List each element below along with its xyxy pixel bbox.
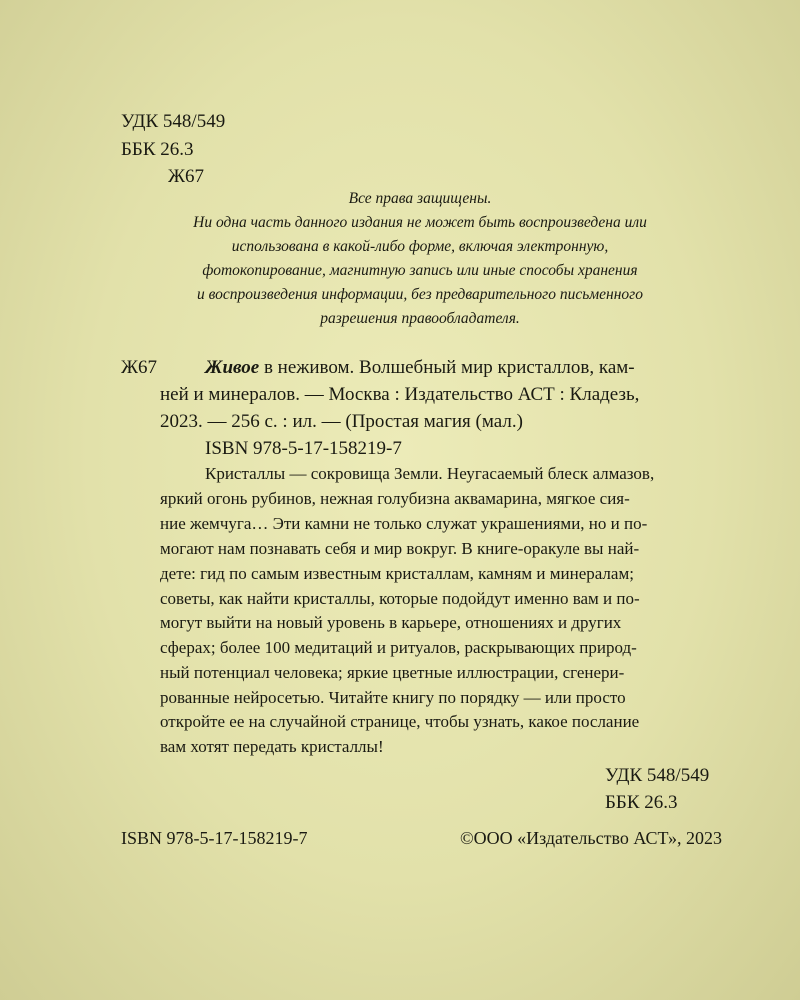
annotation-line: рованные нейросетью. Читайте книгу по порядку — или просто: [160, 688, 626, 707]
catalog-line-1: [205, 354, 635, 381]
rights-line: разрешения правообладателя.: [320, 310, 520, 327]
annotation-line: советы, как найти кристаллы, которые подойдут именно вам и по-: [160, 589, 640, 608]
annotation-line: откройте ее на случайной странице, чтобы узнать, какое послание: [160, 712, 640, 731]
footer-isbn: ISBN 978-5-17-158219-7: [121, 828, 308, 848]
annotation-line: сферах; более 100 медитаций и ритуалов, раскрывающих природ-: [160, 638, 637, 657]
annotation-line: могают нам познавать себя и мир вокруг. В книге-оракуле вы най-: [160, 539, 640, 558]
bbk-code: ББК 26.3: [121, 139, 194, 160]
rights-line: фотокопирование, магнитную запись или иные способы хранения: [202, 262, 638, 279]
bottom-bbk-code: ББК 26.3: [605, 792, 678, 813]
catalog-line-2: ней и минералов. — Москва : Издательство АСТ : Кладезь,: [160, 384, 640, 405]
catalog-mark: Ж67: [121, 357, 158, 378]
udk-code: УДК 548/549: [121, 111, 226, 132]
annotation-line: могут выйти на новый уровень в карьере, отношениях и других: [160, 613, 622, 632]
footer-copyright: ©ООО «Издательство АСТ», 2023: [459, 828, 722, 848]
annotation-line: дете: гид по самым известным кристаллам, камням и минералам;: [160, 564, 634, 583]
catalog-line-1-rest: в неживом. Волшебный мир кристаллов, кам-: [263, 357, 635, 378]
annotation-line: вам хотят передать кристаллы!: [160, 737, 384, 756]
annotation-line: ние жемчуга… Эти камни не только служат украшениями, но и по-: [160, 514, 648, 533]
bottom-udk-code: УДК 548/549: [605, 765, 710, 786]
rights-notice: [120, 187, 720, 331]
book-title: Живое: [205, 357, 260, 378]
rights-line: и воспроизведения информации, без предварительного письменного: [197, 286, 643, 303]
annotation-line: ный потенциал человека; яркие цветные иллюстрации, сгенери-: [160, 663, 625, 682]
rights-line: Все права защищены.: [348, 190, 492, 207]
author-mark: Ж67: [168, 166, 205, 187]
annotation-line: Кристаллы — сокровища Земли. Неугасаемый блеск алмазов,: [205, 464, 655, 483]
catalog-line-3: 2023. — 256 с. : ил. — (Простая магия (мал.): [160, 411, 523, 432]
catalog-isbn: ISBN 978-5-17-158219-7: [205, 438, 402, 459]
rights-line: использована в какой-либо форме, включая электронную,: [231, 238, 609, 255]
rights-line: Ни одна часть данного издания не может быть воспроизведена или: [193, 214, 647, 231]
annotation-line: яркий огонь рубинов, нежная голубизна аквамарина, мягкое сия-: [160, 489, 630, 508]
